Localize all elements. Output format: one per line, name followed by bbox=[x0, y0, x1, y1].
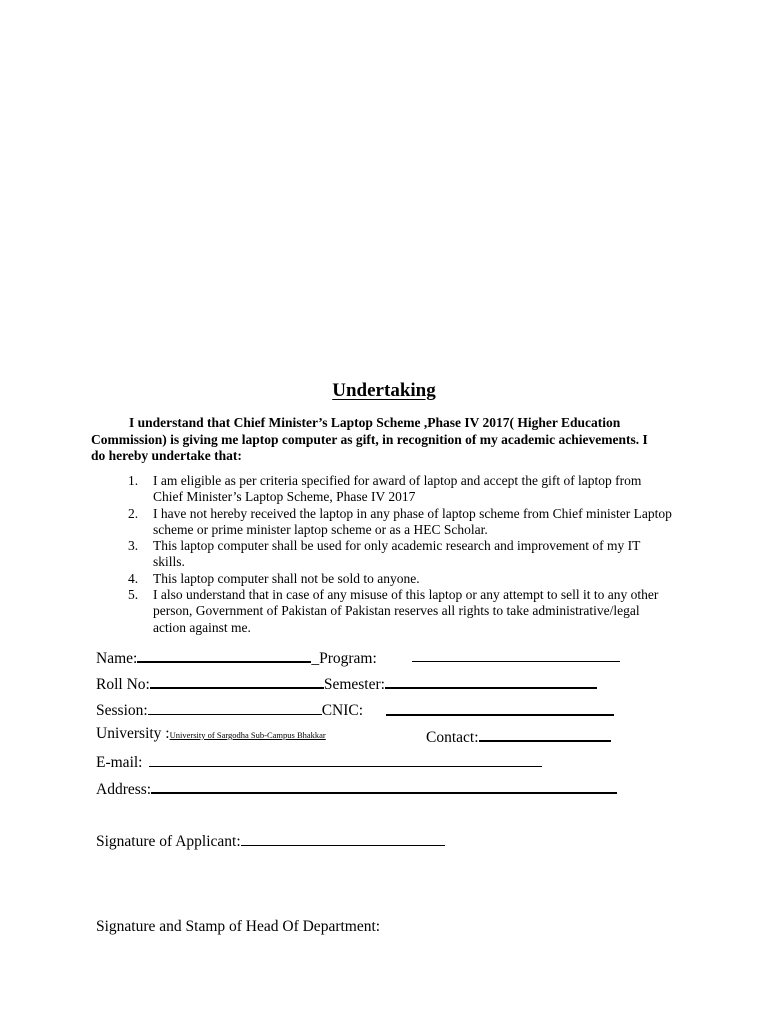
list-item-text: This laptop computer shall not be sold to anyone. bbox=[153, 570, 420, 586]
list-item bbox=[128, 506, 673, 539]
contact-label: Contact: bbox=[426, 729, 479, 746]
list-item-number: 3. bbox=[128, 538, 139, 554]
list-item-number: 4. bbox=[128, 570, 139, 586]
list-item bbox=[128, 538, 673, 571]
session-cnic-row bbox=[96, 699, 363, 720]
program-label: _Program: bbox=[311, 650, 377, 667]
contact-field[interactable] bbox=[479, 725, 611, 742]
university-value: University of Sargodha Sub-Campus Bhakkar bbox=[169, 730, 326, 740]
list-item-text: I am eligible as per criteria specified for award of laptop and accept the gift of laptop from Chief Minister’s Laptop Scheme, Phase IV 2017 bbox=[153, 473, 642, 505]
address-label: Address: bbox=[96, 781, 152, 798]
list-item-number: 1. bbox=[128, 473, 139, 488]
university-row bbox=[96, 725, 326, 743]
intro-paragraph: I understand that Chief Minister’s Laptop Scheme ,Phase IV 2017( Higher Education Commission) is giving me laptop computer as gift, in recognition of my academic achievements. I do hereby undertake that: bbox=[91, 415, 648, 463]
list-item bbox=[128, 571, 673, 587]
hod-signature-row bbox=[96, 918, 380, 936]
list-item-text: This laptop computer shall be used for only academic research and improvement of my IT skills. bbox=[153, 538, 641, 570]
roll-semester-row bbox=[96, 672, 597, 694]
name-field[interactable] bbox=[137, 646, 311, 663]
email-field[interactable] bbox=[149, 751, 542, 767]
session-field[interactable] bbox=[148, 699, 322, 715]
list-item bbox=[128, 473, 673, 506]
semester-field[interactable] bbox=[385, 672, 597, 689]
address-row bbox=[96, 777, 617, 799]
session-label: Session: bbox=[96, 702, 148, 719]
roll-no-label: Roll No: bbox=[96, 676, 150, 693]
address-field[interactable] bbox=[151, 777, 617, 794]
university-label: University : bbox=[96, 725, 170, 742]
semester-label: Semester: bbox=[323, 676, 385, 693]
list-item-number: 5. bbox=[128, 587, 139, 603]
roll-no-field[interactable] bbox=[150, 672, 324, 689]
name-program-row bbox=[96, 646, 377, 668]
hod-signature-label: Signature and Stamp of Head Of Department: bbox=[96, 918, 381, 935]
email-label: E-mail: bbox=[96, 754, 143, 771]
name-label: Name: bbox=[96, 650, 138, 667]
applicant-signature-label: Signature of Applicant: bbox=[96, 833, 241, 850]
applicant-signature-row bbox=[96, 830, 445, 851]
list-item-text: I also understand that in case of any misuse of this laptop or any attempt to sell it to any other person, Government of Pakistan of Pakistan reserves all rights to take administrative/legal action against me. bbox=[153, 587, 659, 635]
list-item bbox=[128, 587, 673, 636]
document-title: Undertaking bbox=[332, 380, 436, 401]
contact-row bbox=[426, 725, 611, 747]
list-item-text: I have not hereby received the laptop in any phase of laptop scheme from Chief minister Laptop scheme or prime minister laptop scheme or as a HEC Scholar. bbox=[153, 505, 672, 537]
undertaking-list bbox=[128, 473, 673, 636]
applicant-signature-field[interactable] bbox=[241, 830, 445, 846]
cnic-field[interactable] bbox=[386, 699, 614, 716]
program-field[interactable] bbox=[412, 646, 620, 662]
cnic-label: CNIC: bbox=[321, 702, 364, 719]
email-row bbox=[96, 751, 542, 772]
list-item-number: 2. bbox=[128, 505, 139, 521]
